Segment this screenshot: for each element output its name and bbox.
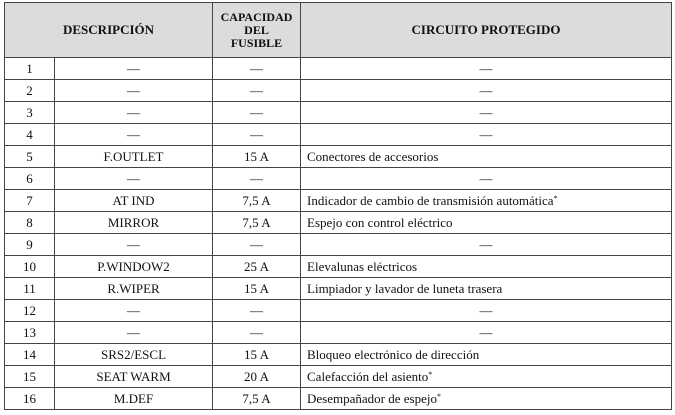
table-row — [5, 300, 672, 322]
protected-circuit — [301, 190, 672, 212]
fuse-number-text: 12 — [23, 302, 36, 318]
fuse-number-text: 10 — [23, 258, 36, 274]
fuse-number — [5, 278, 55, 300]
fuse-number — [5, 80, 55, 102]
protected-circuit — [301, 58, 672, 80]
header-capacidad-line1: CAPACIDAD — [220, 9, 293, 24]
table-row — [5, 366, 672, 388]
fuse-number — [5, 146, 55, 168]
fuse-number-text: 4 — [26, 126, 33, 142]
fuse-capacity-text: 20 A — [244, 368, 269, 384]
fuse-number-text: 7 — [26, 192, 33, 208]
footnote-mark: * — [553, 193, 558, 203]
table-row — [5, 388, 672, 410]
table-row — [5, 344, 672, 366]
table-row — [5, 168, 672, 190]
table-header — [5, 3, 672, 58]
protected-circuit-text: — — [479, 82, 493, 98]
protected-circuit — [301, 256, 672, 278]
fuse-capacity — [213, 366, 301, 388]
protected-circuit-text: Limpiador y lavador de luneta trasera — [307, 280, 503, 296]
fuse-description-text: SEAT WARM — [96, 368, 171, 384]
protected-circuit-text: — — [479, 104, 493, 120]
protected-circuit-text: Indicador de cambio de transmisión automática — [307, 192, 554, 208]
protected-circuit-text: — — [479, 236, 493, 252]
fuse-description-text: — — [127, 302, 140, 318]
fuse-description — [55, 388, 213, 410]
fuse-capacity-text: 15 A — [244, 346, 269, 362]
protected-circuit — [301, 278, 672, 300]
fuse-number — [5, 124, 55, 146]
fuse-capacity — [213, 388, 301, 410]
protected-circuit — [301, 366, 672, 388]
fuse-number-text: 9 — [26, 236, 33, 252]
protected-circuit-text: — — [479, 170, 493, 186]
protected-circuit-text: — — [479, 126, 493, 142]
fuse-capacity — [213, 322, 301, 344]
fuse-capacity-text: — — [250, 236, 264, 252]
protected-circuit — [301, 322, 672, 344]
header-capacidad-line3: FUSIBLE — [230, 35, 283, 50]
table-row — [5, 146, 672, 168]
table-body — [5, 58, 672, 410]
header-capacidad-line2: DEL — [244, 22, 269, 37]
fuse-number-text: 16 — [23, 390, 36, 406]
fuse-description — [55, 322, 213, 344]
fuse-capacity-text: 15 A — [244, 148, 269, 164]
fuse-capacity-text: — — [250, 302, 264, 318]
fuse-capacity-text: 7,5 A — [242, 390, 271, 406]
footnote-mark: * — [428, 369, 433, 379]
fuse-description-text: P.WINDOW2 — [97, 258, 170, 274]
table-row — [5, 58, 672, 80]
protected-circuit — [301, 300, 672, 322]
fuse-description-text: — — [127, 170, 140, 186]
fuse-capacity-text: 7,5 A — [242, 214, 271, 230]
fuse-capacity — [213, 124, 301, 146]
protected-circuit — [301, 234, 672, 256]
fuse-description — [55, 234, 213, 256]
fuse-description-text: — — [127, 236, 140, 252]
fuse-number-text: 15 — [23, 368, 36, 384]
fuse-capacity — [213, 168, 301, 190]
fuse-capacity-text: — — [250, 60, 264, 76]
fuse-number — [5, 388, 55, 410]
protected-circuit-text: — — [479, 302, 493, 318]
fuse-capacity-text: — — [250, 170, 264, 186]
protected-circuit — [301, 388, 672, 410]
protected-circuit-text: Calefacción del asiento — [307, 368, 429, 384]
fuse-number-text: 5 — [26, 148, 33, 164]
fuse-capacity — [213, 58, 301, 80]
fuse-table — [4, 2, 672, 410]
fuse-capacity — [213, 190, 301, 212]
fuse-number-text: 11 — [23, 280, 36, 296]
fuse-description-text: SRS2/ESCL — [100, 346, 167, 362]
fuse-description-text: — — [127, 104, 140, 120]
table-row — [5, 102, 672, 124]
table-row — [5, 212, 672, 234]
protected-circuit-text: — — [479, 60, 493, 76]
table-row — [5, 278, 672, 300]
protected-circuit — [301, 102, 672, 124]
fuse-number-text: 6 — [26, 170, 33, 186]
fuse-description-text: — — [127, 82, 140, 98]
fuse-number — [5, 190, 55, 212]
fuse-capacity-text: — — [250, 126, 264, 142]
fuse-capacity — [213, 80, 301, 102]
protected-circuit-text: Desempañador de espejo — [307, 390, 437, 406]
fuse-number-text: 2 — [26, 82, 33, 98]
fuse-number-text: 1 — [26, 60, 33, 76]
fuse-capacity-text: 7,5 A — [242, 192, 271, 208]
fuse-number — [5, 322, 55, 344]
fuse-description — [55, 278, 213, 300]
fuse-number — [5, 256, 55, 278]
protected-circuit — [301, 146, 672, 168]
header-descripcion: DESCRIPCIÓN — [5, 3, 213, 58]
fuse-number — [5, 102, 55, 124]
fuse-description — [55, 124, 213, 146]
fuse-description-text: — — [127, 60, 140, 76]
fuse-number — [5, 234, 55, 256]
fuse-number-text: 8 — [26, 214, 33, 230]
protected-circuit-text: Conectores de accesorios — [307, 148, 439, 164]
table-row — [5, 234, 672, 256]
fuse-capacity-text: — — [250, 104, 264, 120]
fuse-description — [55, 256, 213, 278]
fuse-capacity-text: — — [250, 82, 264, 98]
fuse-description-text: — — [127, 126, 140, 142]
fuse-capacity — [213, 300, 301, 322]
protected-circuit — [301, 168, 672, 190]
fuse-description — [55, 344, 213, 366]
fuse-description — [55, 168, 213, 190]
fuse-capacity — [213, 234, 301, 256]
table-row — [5, 124, 672, 146]
fuse-description-text: MIRROR — [107, 214, 160, 230]
fuse-capacity — [213, 102, 301, 124]
fuse-number-text: 14 — [23, 346, 36, 362]
fuse-description-text: F.OUTLET — [103, 148, 164, 164]
header-capacidad — [213, 3, 301, 58]
protected-circuit-text: Espejo con control eléctrico — [307, 214, 453, 230]
fuse-capacity-text: 25 A — [244, 258, 269, 274]
fuse-description — [55, 300, 213, 322]
fuse-capacity — [213, 344, 301, 366]
protected-circuit-text: Elevalunas eléctricos — [307, 258, 418, 274]
fuse-capacity-text: 15 A — [244, 280, 269, 296]
fuse-capacity — [213, 146, 301, 168]
header-circuito: CIRCUITO PROTEGIDO — [301, 3, 672, 58]
fuse-capacity-text: — — [250, 324, 264, 340]
fuse-capacity — [213, 256, 301, 278]
fuse-capacity — [213, 278, 301, 300]
table-row — [5, 190, 672, 212]
fuse-capacity — [213, 212, 301, 234]
fuse-number — [5, 300, 55, 322]
protected-circuit — [301, 212, 672, 234]
fuse-number — [5, 366, 55, 388]
fuse-description-text: R.WIPER — [107, 280, 160, 296]
fuse-description — [55, 58, 213, 80]
table-row — [5, 256, 672, 278]
table-row — [5, 80, 672, 102]
protected-circuit — [301, 80, 672, 102]
fuse-description-text: M.DEF — [113, 390, 154, 406]
fuse-description — [55, 366, 213, 388]
fuse-number-text: 13 — [23, 324, 36, 340]
table-row — [5, 322, 672, 344]
fuse-number — [5, 344, 55, 366]
fuse-number — [5, 212, 55, 234]
fuse-number-text: 3 — [26, 104, 33, 120]
fuse-number — [5, 168, 55, 190]
protected-circuit-text: Bloqueo electrónico de dirección — [307, 346, 480, 362]
fuse-description — [55, 102, 213, 124]
fuse-table-container — [4, 2, 671, 410]
footnote-mark: * — [436, 391, 441, 401]
fuse-number — [5, 58, 55, 80]
fuse-description — [55, 212, 213, 234]
fuse-description-text: — — [127, 324, 140, 340]
fuse-description — [55, 146, 213, 168]
header-row — [5, 3, 672, 58]
protected-circuit-text: — — [479, 324, 493, 340]
protected-circuit — [301, 124, 672, 146]
fuse-description — [55, 80, 213, 102]
protected-circuit — [301, 344, 672, 366]
fuse-description — [55, 190, 213, 212]
fuse-description-text: AT IND — [112, 192, 155, 208]
